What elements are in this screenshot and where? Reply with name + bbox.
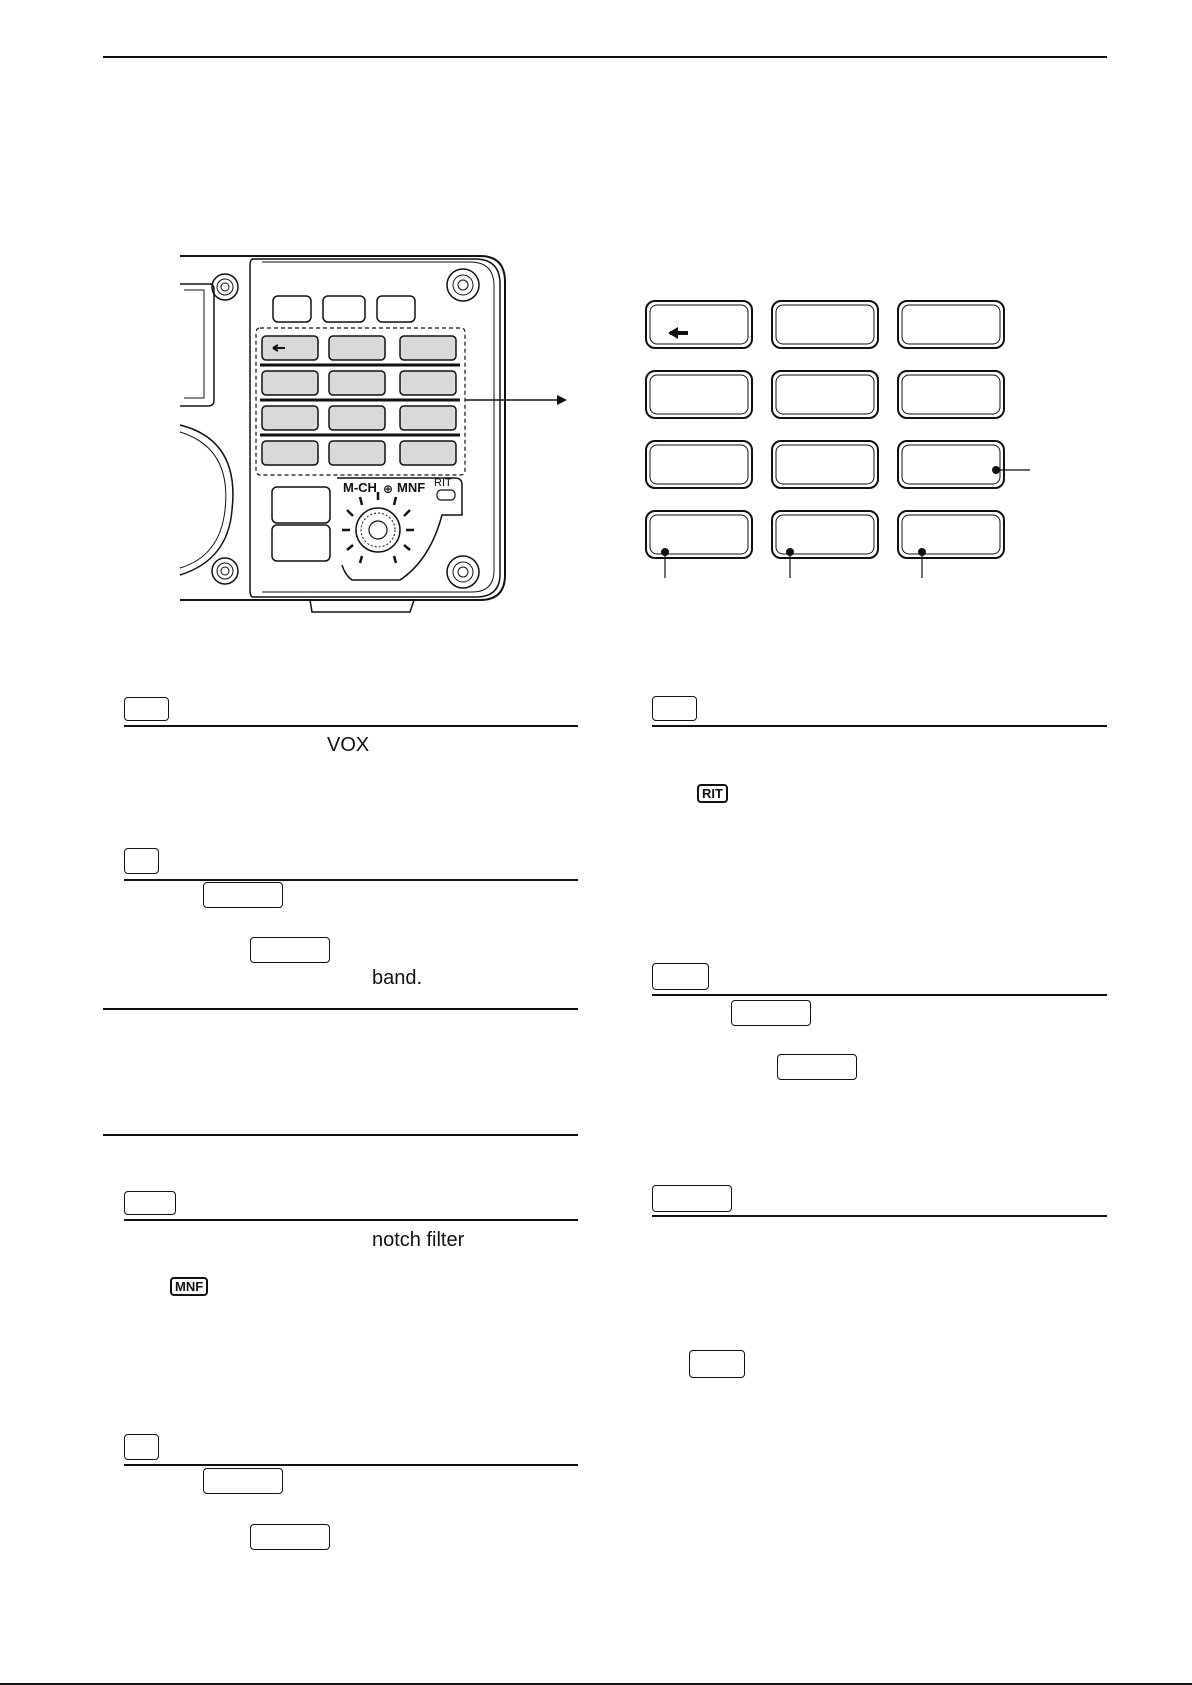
- mnf-label: MNF: [397, 480, 426, 495]
- header-rule: [103, 56, 1107, 58]
- band-text: band.: [372, 967, 423, 989]
- key-label-box: [124, 1191, 176, 1215]
- note-rule-bottom: [103, 1134, 578, 1136]
- vox-text: VOX: [327, 734, 370, 756]
- rit-label: RIT: [434, 477, 452, 489]
- section-rule: [652, 1215, 1107, 1217]
- section-rule: [124, 879, 578, 881]
- key-label-box: [652, 696, 697, 721]
- front-panel-illustration: [150, 250, 580, 620]
- section-rule: [124, 1464, 578, 1466]
- key-label-box: [652, 963, 709, 990]
- key-label-box: [124, 697, 169, 721]
- mch-label: M-CH: [343, 480, 377, 495]
- section-rule: [124, 725, 578, 727]
- key-label-box: [652, 1185, 732, 1212]
- key-label-box: [250, 1524, 330, 1550]
- section-rule: [124, 1219, 578, 1221]
- note-rule-top: [103, 1008, 578, 1010]
- section-rule: [652, 994, 1107, 996]
- key-label-box: [777, 1054, 857, 1080]
- notch-filter-text: notch filter: [372, 1229, 465, 1251]
- rit-badge: RIT: [697, 784, 728, 803]
- keypad-enlargement: [640, 295, 1040, 585]
- key-label-box: [250, 937, 330, 963]
- mnf-badge: MNF: [170, 1277, 208, 1296]
- key-label-box: [731, 1000, 811, 1026]
- key-label-box: [689, 1350, 745, 1378]
- key-label-box: [124, 1434, 159, 1460]
- section-rule: [652, 725, 1107, 727]
- dial-symbol-icon: ⊕: [383, 482, 394, 496]
- key-label-box: [203, 882, 283, 908]
- key-label-box: [203, 1468, 283, 1494]
- key-label-box: [124, 848, 159, 874]
